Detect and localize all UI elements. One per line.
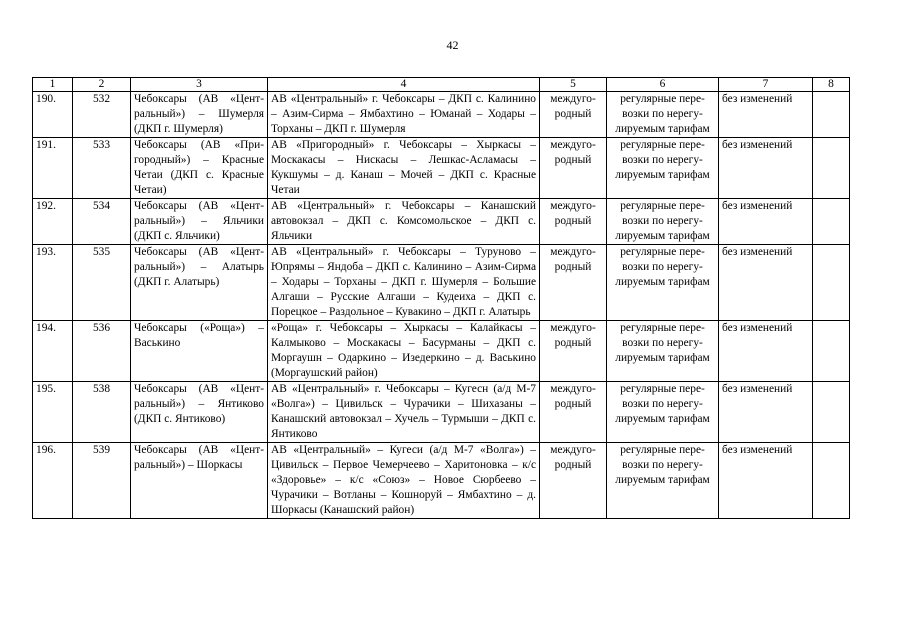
route-path-cell: АВ «Центральный» – Кугеси (а/д М-7 «Волга») – Цивильск – Первое Чемерчеево – Харитоновка – к/с «Здоровье» – к/с «Союз» – Новое Сюрбеево – Чурачики – Вотланы – Кошноруй – Ямбахтино – д. Шоркасы (Канашский район): [268, 443, 540, 519]
route-type-cell: междугородный: [540, 92, 607, 138]
route-type-cell: междугородный: [540, 138, 607, 199]
route-registration-number-cell: 535: [73, 245, 131, 321]
route-name-cell: Чебоксары (АВ «Центральный») – Яльчики (ДКП с. Яльчики): [131, 199, 268, 245]
header-cell-6: 6: [607, 78, 719, 92]
route-type-cell: междугородный: [540, 199, 607, 245]
change-status-cell: без изменений: [719, 245, 813, 321]
row-number-cell: 195.: [33, 382, 73, 443]
row-number-cell: 191.: [33, 138, 73, 199]
table-body: [33, 78, 850, 519]
route-type-cell: междугородный: [540, 321, 607, 382]
transport-kind-cell: регулярные перевозки по нерегулируемым тарифам: [607, 245, 719, 321]
note-cell: [813, 382, 850, 443]
note-cell: [813, 321, 850, 382]
header-cell-5: 5: [540, 78, 607, 92]
row-number-cell: 193.: [33, 245, 73, 321]
note-cell: [813, 199, 850, 245]
route-registration-number-cell: 538: [73, 382, 131, 443]
route-path-cell: АВ «Центральный» г. Чебоксары – ДКП с. Калинино – Азим-Сирма – Ямбахтино – Юманай – Ходары – Торханы – ДКП г. Шумерля: [268, 92, 540, 138]
header-cell-1: 1: [33, 78, 73, 92]
row-number-cell: 190.: [33, 92, 73, 138]
change-status-cell: без изменений: [719, 382, 813, 443]
transport-kind-cell: регулярные перевозки по нерегулируемым тарифам: [607, 443, 719, 519]
transport-kind-cell: регулярные перевозки по нерегулируемым тарифам: [607, 321, 719, 382]
route-type-cell: междугородный: [540, 443, 607, 519]
note-cell: [813, 245, 850, 321]
route-path-cell: АВ «Центральный» г. Чебоксары – Канашский автовокзал – ДКП с. Комсомольское – ДКП с. Яльчики: [268, 199, 540, 245]
page-number: 42: [446, 38, 459, 52]
route-name-cell: Чебоксары (АВ «Пригородный») – Красные Четаи (ДКП с. Красные Четаи): [131, 138, 268, 199]
table-row: [33, 382, 850, 443]
route-name-cell: Чебоксары (АВ «Центральный») – Янтиково (ДКП с. Янтиково): [131, 382, 268, 443]
header-cell-2: 2: [73, 78, 131, 92]
change-status-cell: без изменений: [719, 92, 813, 138]
table-row: [33, 92, 850, 138]
route-registration-number-cell: 532: [73, 92, 131, 138]
route-path-cell: «Роща» г. Чебоксары – Хыркасы – Калайкасы – Калмыково – Москакасы – Басурманы – ДКП с. Моргаушн – Одаркино – Изедеркино – д. Васькино (Моргаушский район): [268, 321, 540, 382]
route-name-cell: Чебоксары («Роща») – Васькино: [131, 321, 268, 382]
header-cell-7: 7: [719, 78, 813, 92]
transport-kind-cell: регулярные перевозки по нерегулируемым тарифам: [607, 138, 719, 199]
transport-kind-cell: регулярные перевозки по нерегулируемым тарифам: [607, 199, 719, 245]
change-status-cell: без изменений: [719, 199, 813, 245]
route-name-cell: Чебоксары (АВ «Центральный») – Шумерля (ДКП г. Шумерля): [131, 92, 268, 138]
header-cell-4: 4: [268, 78, 540, 92]
table-row: [33, 245, 850, 321]
route-path-cell: АВ «Центральный» г. Чебоксары – Туруново – Юпрямы – Яндоба – ДКП с. Калинино – Азим-Сирма – Ходары – Торханы – ДКП г. Шумерля – Большие Алгаши – Русские Алгаши – Кудеиха – ДКП с. Порецкое – Раздольное – Кувакино – ДКП г. Алатырь: [268, 245, 540, 321]
row-number-cell: 194.: [33, 321, 73, 382]
change-status-cell: без изменений: [719, 138, 813, 199]
route-registration-number-cell: 534: [73, 199, 131, 245]
route-name-cell: Чебоксары (АВ «Центральный») – Алатырь (ДКП г. Алатырь): [131, 245, 268, 321]
change-status-cell: без изменений: [719, 443, 813, 519]
route-type-cell: междугородный: [540, 245, 607, 321]
transport-kind-cell: регулярные перевозки по нерегулируемым тарифам: [607, 92, 719, 138]
table-row: [33, 321, 850, 382]
route-registration-number-cell: 539: [73, 443, 131, 519]
route-registration-number-cell: 536: [73, 321, 131, 382]
row-number-cell: 192.: [33, 199, 73, 245]
change-status-cell: без изменений: [719, 321, 813, 382]
note-cell: [813, 92, 850, 138]
route-path-cell: АВ «Центральный» г. Чебоксары – Кугесн (а/д М-7 «Волга») – Цивильск – Чурачики – Шихазаны – Канашский автовокзал – Хучель – Турмыши – ДКП с. Янтиково: [268, 382, 540, 443]
route-path-cell: АВ «Пригородный» г. Чебоксары – Хыркасы – Москакасы – Нискасы – Лешкас-Асламасы – Кукшумы – д. Канаш – Мочей – ДКП с. Красные Четаи: [268, 138, 540, 199]
note-cell: [813, 443, 850, 519]
note-cell: [813, 138, 850, 199]
routes-table: [32, 77, 850, 519]
table-row: [33, 199, 850, 245]
header-cell-8: 8: [813, 78, 850, 92]
transport-kind-cell: регулярные перевозки по нерегулируемым тарифам: [607, 382, 719, 443]
table-row: [33, 138, 850, 199]
route-type-cell: междугородный: [540, 382, 607, 443]
header-cell-3: 3: [131, 78, 268, 92]
route-registration-number-cell: 533: [73, 138, 131, 199]
header-row: [33, 78, 850, 92]
row-number-cell: 196.: [33, 443, 73, 519]
route-name-cell: Чебоксары (АВ «Центральный») – Шоркасы: [131, 443, 268, 519]
table-row: [33, 443, 850, 519]
